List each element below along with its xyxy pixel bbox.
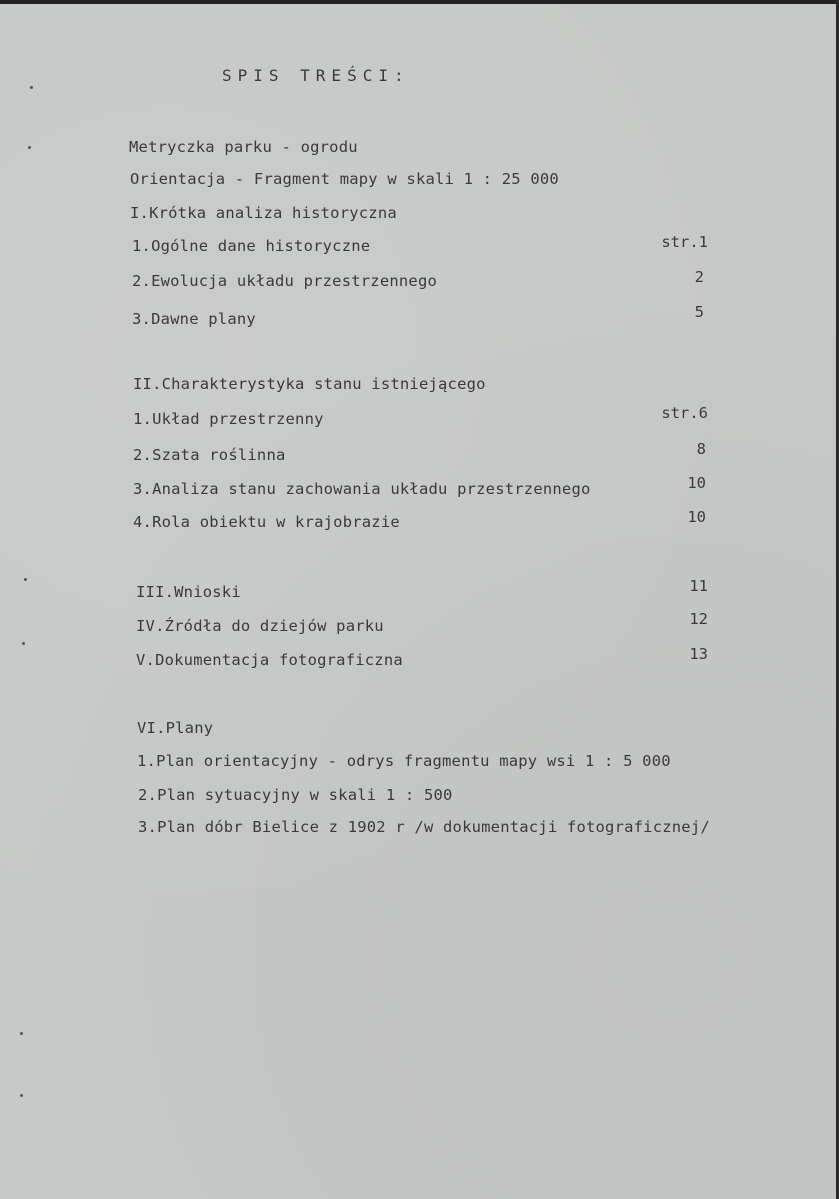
toc-item: 4.Rola obiektu w krajobrazie	[133, 513, 400, 531]
margin-dot	[28, 146, 31, 149]
toc-item: 1.Układ przestrzenny	[133, 410, 324, 428]
margin-dot	[24, 578, 27, 581]
margin-dot	[20, 1094, 23, 1097]
toc-page-number: 13	[689, 645, 708, 663]
margin-dot	[30, 86, 33, 89]
margin-dot	[22, 642, 25, 645]
toc-item: 2.Ewolucja układu przestrzennego	[132, 272, 438, 290]
toc-metryczka: Metryczka parku - ogrodu	[129, 138, 358, 156]
toc-item: 3.Analiza stanu zachowania układu przestrzennego	[133, 480, 591, 498]
toc-page-number: 12	[689, 610, 708, 628]
scan-top-edge	[0, 0, 839, 4]
toc-page-number: str.6	[661, 404, 708, 422]
toc-section-6-heading: VI.Plany	[137, 719, 214, 737]
toc-page-number: 11	[689, 577, 708, 595]
page-title: SPIS TREŚCI:	[222, 66, 410, 85]
margin-dot	[20, 1032, 23, 1035]
toc-section-2-heading: II.Charakterystyka stanu istniejącego	[133, 375, 486, 393]
toc-section-5-heading: V.Dokumentacja fotograficzna	[136, 651, 403, 669]
toc-section-4-heading: IV.Źródła do dziejów parku	[136, 617, 384, 635]
toc-item: 1.Plan orientacyjny - odrys fragmentu mapy wsi 1 : 5 000	[137, 752, 671, 770]
toc-section-3-heading: III.Wnioski	[136, 583, 241, 601]
toc-page-number: 10	[687, 474, 706, 492]
toc-section-1-heading: I.Krótka analiza historyczna	[130, 204, 397, 222]
toc-item: 2.Plan sytuacyjny w skali 1 : 500	[138, 786, 453, 804]
toc-item: 3.Dawne plany	[132, 310, 256, 328]
toc-page-number: 2	[694, 268, 704, 286]
toc-orientacja: Orientacja - Fragment mapy w skali 1 : 25 000	[130, 170, 559, 188]
toc-item: 3.Plan dóbr Bielice z 1902 r /w dokumentacji fotograficznej/	[138, 818, 710, 836]
toc-page-number: 5	[694, 303, 704, 321]
toc-item: 2.Szata roślinna	[133, 446, 286, 464]
toc-page-number: 10	[687, 508, 706, 526]
toc-page-number: 8	[696, 440, 706, 458]
toc-page-number: str.1	[661, 233, 708, 251]
toc-item: 1.Ogólne dane historyczne	[132, 237, 371, 255]
